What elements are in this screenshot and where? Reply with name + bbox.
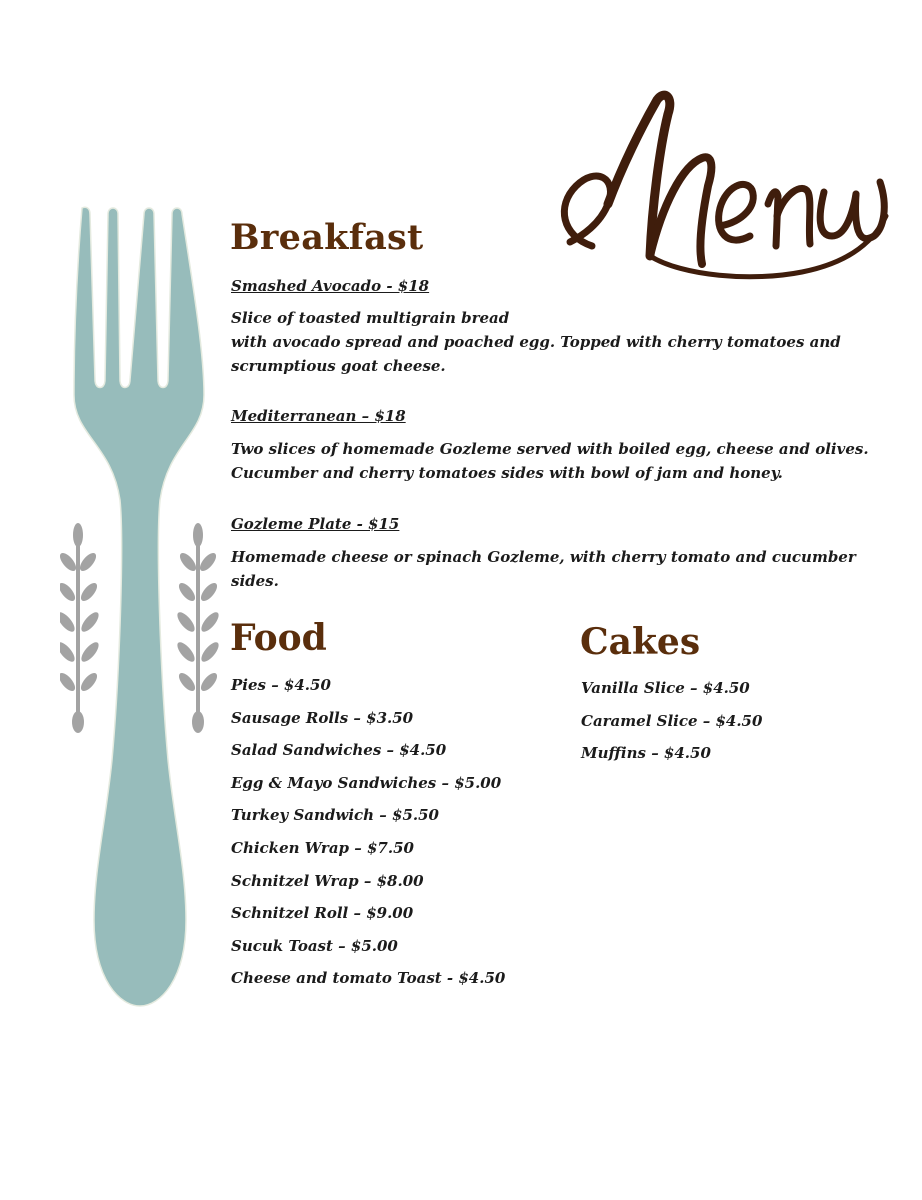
menu-script-logo [552,86,892,296]
food-list [231,675,505,1001]
breakfast-item-description [231,306,871,378]
cakes-list [581,678,762,776]
breakfast-item-description [231,437,871,485]
description-line: scrumptious goat cheese. [231,357,446,375]
section-title-food: Food [230,617,327,659]
breakfast-item-description [231,545,871,593]
breakfast-item-title: Mediterranean – $18 [231,407,406,425]
list-item: Schnitzel Roll – $9.00 [231,904,414,923]
description-line: Slice of toasted multigrain bread [231,309,510,327]
description-line: Cucumber and cherry tomatoes sides with bowl of jam and honey. [231,464,783,482]
list-item: Turkey Sandwich – $5.50 [231,806,439,825]
breakfast-item-title: Gozleme Plate - $15 [231,515,400,533]
leaf-sprig-icon [60,523,102,733]
description-line: Homemade cheese or spinach Gozleme, with cherry tomato and cucumber [231,548,856,566]
list-item: Vanilla Slice – $4.50 [581,679,750,697]
list-item: Schnitzel Wrap – $8.00 [231,871,424,890]
list-item: Muffins – $4.50 [581,744,711,763]
fork-icon [60,200,220,1010]
list-item: Chicken Wrap – $7.50 [231,838,414,857]
section-title-cakes: Cakes [580,621,701,663]
description-line: sides. [231,572,279,590]
list-item: Pies – $4.50 [231,676,331,694]
description-line: Two slices of homemade Gozleme served with boiled egg, cheese and olives. [231,440,869,458]
leaf-sprig-icon [174,523,220,733]
list-item: Egg & Mayo Sandwiches – $5.00 [231,773,502,792]
list-item: Cheese and tomato Toast - $4.50 [231,969,506,988]
section-title-breakfast: Breakfast [230,217,424,258]
breakfast-item-title: Smashed Avocado - $18 [231,277,430,295]
description-line: with avocado spread and poached egg. Topped with cherry tomatoes and [231,333,841,351]
list-item: Caramel Slice – $4.50 [581,711,763,730]
list-item: Sausage Rolls – $3.50 [231,708,414,727]
list-item: Salad Sandwiches – $4.50 [231,741,447,760]
list-item: Sucuk Toast – $5.00 [231,936,398,955]
